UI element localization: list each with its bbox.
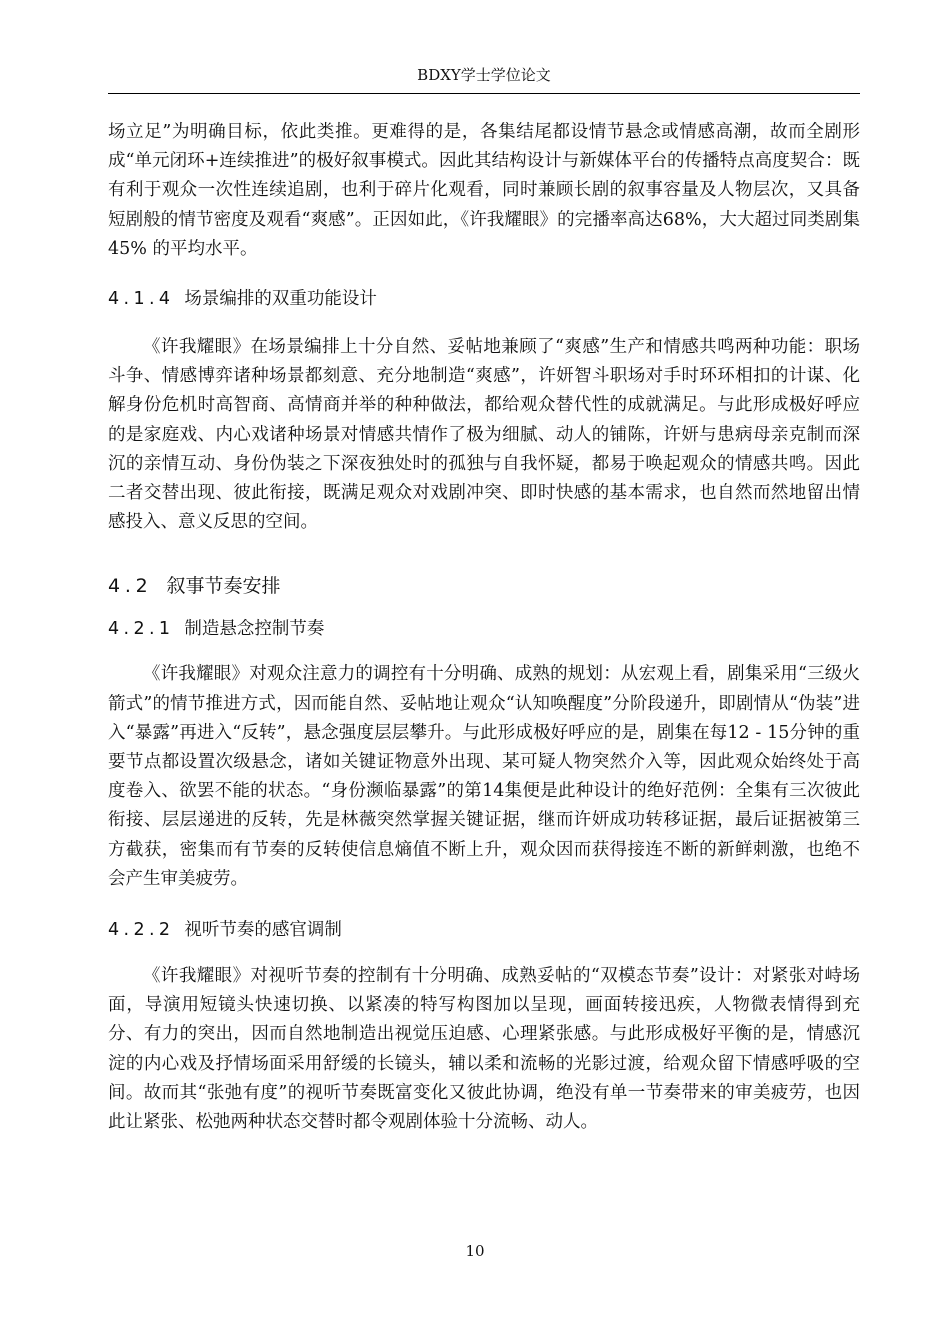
section-number: 4.2 [108,575,153,598]
section-heading-4-2-2 [108,916,860,945]
page-header [108,64,860,94]
section-heading-4-1-4 [108,285,860,314]
paragraph-audiovisual-rhythm: 《许我耀眼》对视听节奏的控制有十分明确、成熟妥帖的“双模态节奏”设计：对紧张对峙场面，导演用短镜头快速切换、以紧凑的特写构图加以呈现，画面转接迅疾，人物微表情得到充分、有力的突出，因而自然地制造出视觉压迫感、心理紧张感。与此形成极好平衡的是，情感沉淀的内心戏及抒情场面采用舒缓的长镜头，辅以柔和流畅的光影过渡，给观众留下情感呼吸的空间。故而其“张弛有度”的视听节奏既富变化又彼此协调，绝没有单一节奏带来的审美疲劳，也因此让紧张、松弛两种状态交替时都令观剧体验十分流畅、动人。 [108,966,860,1133]
paragraph-suspense-rhythm: 《许我耀眼》对观众注意力的调控有十分明确、成熟的规划：从宏观上看，剧集采用“三级火箭式”的情节推进方式，因而能自然、妥帖地让观众“认知唤醒度”分阶段递升，即剧情从“伪装”进入“暴露”再进入“反转”，悬念强度层层攀升。与此形成极好呼应的是，剧集在每12 - 15分钟的重要节点都设置次级悬念，诸如关键证物意外出现、某可疑人物突然介入等，因此观众始终处于高度卷入、欲罢不能的状态。“身份濒临暴露”的第14集便是此种设计的绝好范例：全集有三次彼此衔接、层层递进的反转，先是林薇突然掌握关键证据，继而许妍成功转移证据，最后证据被第三方截获，密集而有节奏的反转使信息熵值不断上升，观众因而获得接连不断的新鲜刺激，也绝不会产生审美疲劳。 [108,664,860,889]
section-number: 4.1.4 [108,289,175,310]
header-title: BDXY学士学位论文 [417,66,551,84]
page-body [108,118,860,1137]
section-title: 场景编排的双重功能设计 [184,289,377,310]
section-title: 叙事节奏安排 [166,575,281,598]
section-title: 制造悬念控制节奏 [184,619,325,640]
paragraph-structure-summary: 场立足”为明确目标，依此类推。更难得的是，各集结尾都设情节悬念或情感高潮，故而全剧形成“单元闭环+连续推进”的极好叙事模式。因此其结构设计与新媒体平台的传播特点高度契合：既有利于观众一次性连续追剧，也利于碎片化观看，同时兼顾长剧的叙事容量及人物层次，又具备短剧般的情节密度及观看“爽感”。正因如此，《许我耀眼》的完播率高达68%，大大超过同类剧集45% 的平均水平。 [108,122,860,259]
section-number: 4.2.1 [108,619,175,640]
section-number: 4.2.2 [108,920,175,941]
page-number: 10 [465,1242,485,1260]
section-title: 视听节奏的感官调制 [184,920,342,941]
section-heading-4-2-1 [108,615,860,644]
paragraph-scene-arrangement: 《许我耀眼》在场景编排上十分自然、妥帖地兼顾了“爽感”生产和情感共鸣两种功能：职场斗争、情感博弈诸种场景都刻意、充分地制造“爽感”，许妍智斗职场对手时环环相扣的计谋、化解身份危机时高智商、高情商并举的种种做法，都给观众替代性的成就满足。与此形成极好呼应的是家庭戏、内心戏诸种场景对情感共情作了极为细腻、动人的铺陈，许妍与患病母亲克制而深沉的亲情互动、身份伪装之下深夜独处时的孤独与自我怀疑，都易于唤起观众的情感共鸣。因此二者交替出现、彼此衔接，既满足观众对戏剧冲突、即时快感的基本需求，也自然而然地留出情感投入、意义反思的空间。 [108,337,860,533]
section-heading-4-2 [108,571,860,601]
